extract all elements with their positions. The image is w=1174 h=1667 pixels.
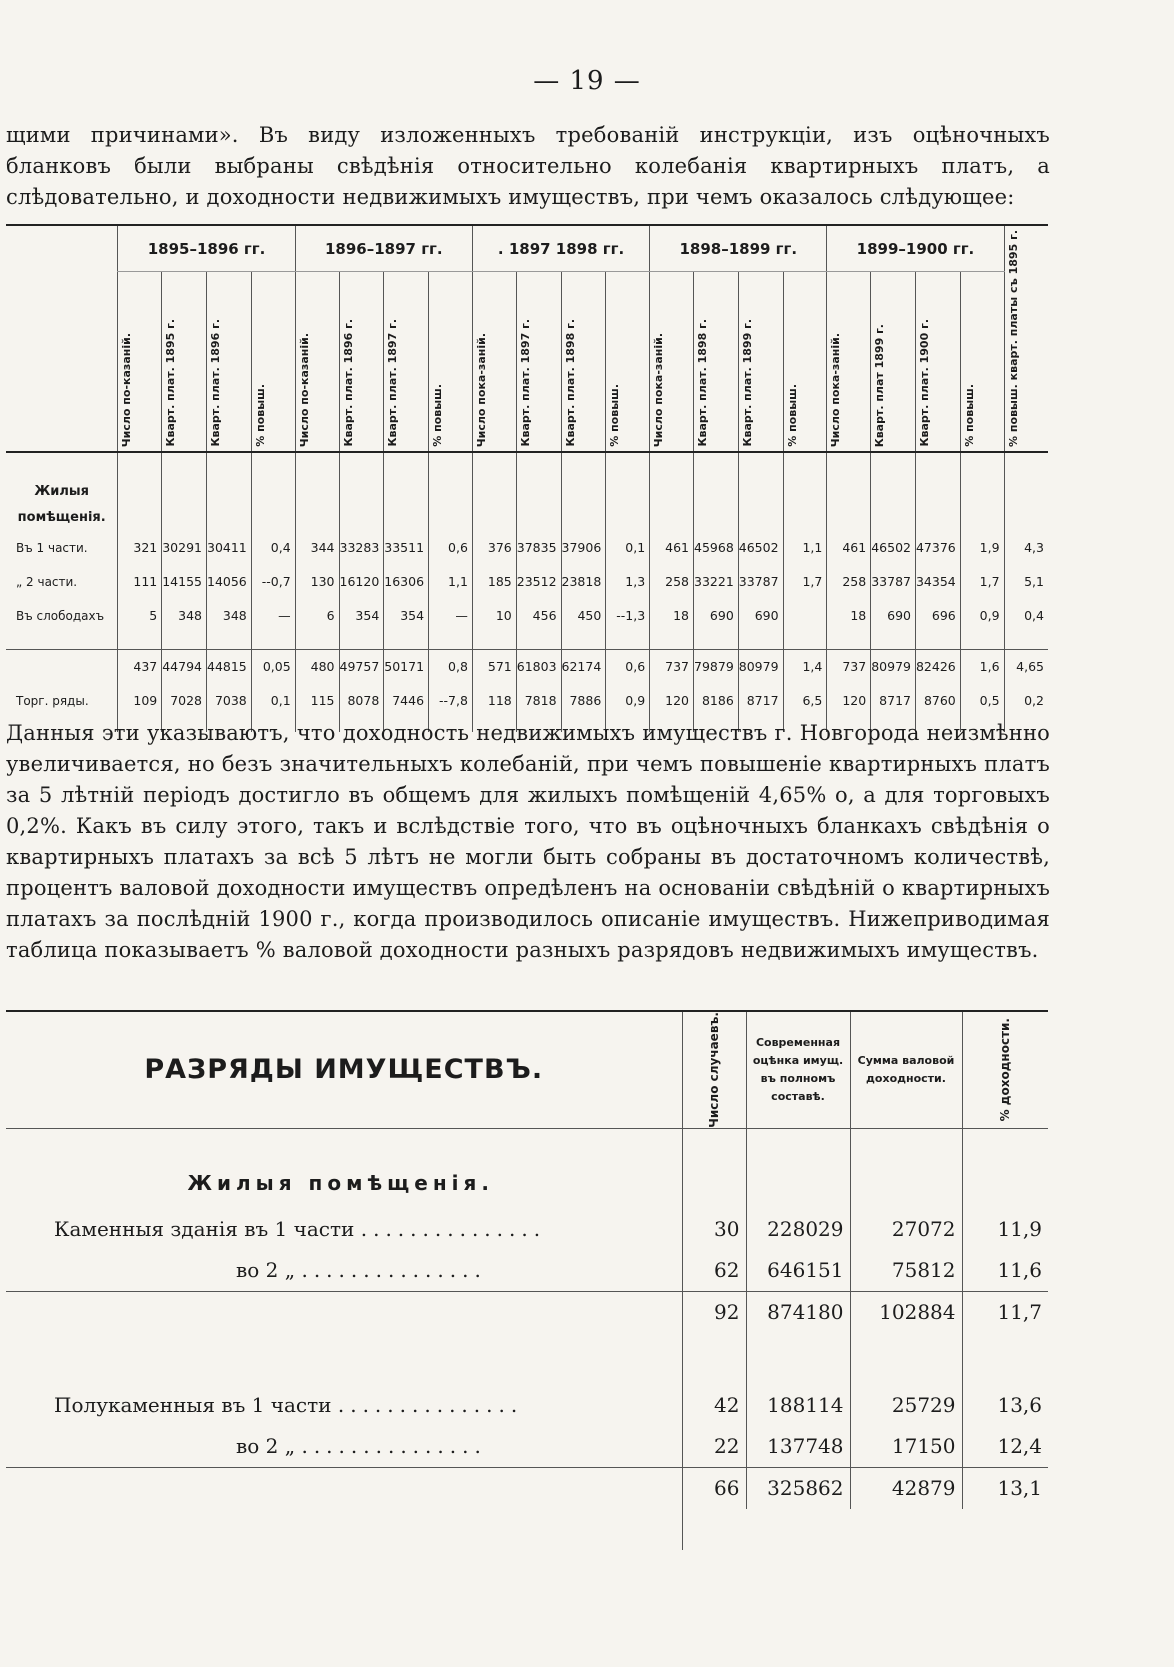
cell: 23818 <box>561 565 606 599</box>
cell: 1,4 <box>783 649 827 684</box>
cell: 354 <box>339 599 384 633</box>
cell: 79879 <box>694 649 739 684</box>
cell: 348 <box>162 599 207 633</box>
cell: 118 <box>472 684 516 718</box>
table-row <box>6 565 1048 599</box>
cases-cell: 92 <box>682 1291 746 1333</box>
cell: 1,6 <box>960 649 1004 684</box>
pct-cell: 13,6 <box>962 1385 1048 1426</box>
subcol-header: % повыш. <box>783 272 827 452</box>
intro-paragraph: щими причинами». Въ виду изложенныхъ требованій инструкціи, изъ оцѣночныхъ бланковъ были выбраны свѣдѣнія относительно колебанія квартирныхъ платъ, а слѣдовательно, и доходности недвижимыхъ имуществъ, при чемъ оказалось слѣдующее: <box>6 123 1050 209</box>
cell: 50171 <box>384 649 429 684</box>
income-cell: 27072 <box>850 1209 962 1250</box>
cell: 8186 <box>694 684 739 718</box>
cell: --0,7 <box>251 565 295 599</box>
cell: 45968 <box>694 531 739 565</box>
cell: 10 <box>472 599 516 633</box>
total-row <box>6 649 1048 684</box>
cell: 33511 <box>384 531 429 565</box>
cell: 321 <box>118 531 162 565</box>
cell: 7038 <box>207 684 252 718</box>
cell: 46502 <box>738 531 783 565</box>
subcol-header: Кварт. плат. 1898 г. <box>561 272 606 452</box>
cell: 62174 <box>561 649 606 684</box>
cell <box>783 599 827 633</box>
cell: 0,9 <box>606 684 650 718</box>
subcol-header: Число пока-заній. <box>650 272 694 452</box>
cell: 456 <box>516 599 561 633</box>
col-income-header: Сумма валовой доходности. <box>850 1011 962 1128</box>
row-label: Въ 1 части. <box>16 540 88 555</box>
cell: 80979 <box>738 649 783 684</box>
analysis-paragraph: Данныя эти указываютъ, что доходность недвижимыхъ имуществъ г. Новгорода неизмѣнно увеличивается, но безъ значительныхъ колебаній, при чемъ повышеніе квартирныхъ платъ за 5 лѣтній періодъ достигло въ общемъ для жилыхъ помѣщеній 4,65% о, а для торговыхъ 0,2%. Какъ въ силу этого, такъ и вслѣдствіе того, что въ оцѣночныхъ бланкахъ свѣдѣнія о квартирныхъ платахъ за всѣ 5 лѣтъ не могли быть собраны въ достаточномъ количествѣ, процентъ валовой доходности имуществъ опредѣленъ на основаніи свѣдѣній о квартирныхъ платахъ за послѣдній 1900 г., когда производилось описаніе имуществъ. Нижеприводимая таблица показываетъ % валовой доходности разныхъ разрядовъ недвижимыхъ имуществъ. <box>6 721 1050 962</box>
value-cell: 325862 <box>746 1467 850 1509</box>
table-row <box>6 531 1048 565</box>
income-by-category-table <box>6 1010 1048 1550</box>
cases-cell: 62 <box>682 1250 746 1292</box>
cell: 33787 <box>871 565 916 599</box>
cell: 696 <box>915 599 960 633</box>
cell: 4,3 <box>1004 531 1048 565</box>
period-header-0: 1895–1896 гг. <box>118 225 295 272</box>
row-label <box>6 1291 682 1333</box>
cell: 185 <box>472 565 516 599</box>
subcol-header: Кварт. плат. 1895 г. <box>162 272 207 452</box>
cell: 376 <box>472 531 516 565</box>
period-header-4: 1899–1900 гг. <box>827 225 1004 272</box>
cell: 49757 <box>339 649 384 684</box>
cell: 18 <box>650 599 694 633</box>
cell: 47376 <box>915 531 960 565</box>
cases-cell: 66 <box>682 1467 746 1509</box>
cell: 6 <box>295 599 339 633</box>
income-cell: 102884 <box>850 1291 962 1333</box>
col-pct-header: % доходности. <box>962 1011 1048 1128</box>
cases-cell: 30 <box>682 1209 746 1250</box>
subcol-header: Кварт. плат. 1896 г. <box>207 272 252 452</box>
cell: 7886 <box>561 684 606 718</box>
subcol-header: Кварт. плат 1899 г. <box>871 272 916 452</box>
row-label: Полукаменныя въ 1 части ............... <box>54 1393 524 1418</box>
cell: 354 <box>384 599 429 633</box>
cell: 0,9 <box>960 599 1004 633</box>
cell: 461 <box>650 531 694 565</box>
table-row <box>6 1426 1048 1468</box>
income-cell: 17150 <box>850 1426 962 1468</box>
pct-cell: 13,1 <box>962 1467 1048 1509</box>
cell: 130 <box>295 565 339 599</box>
col-value-header: Современная оцѣнка имущ. въ полномъ составѣ. <box>746 1011 850 1128</box>
trade-row <box>6 684 1048 718</box>
row-label: Каменныя зданія въ 1 части ............... <box>54 1217 547 1242</box>
pct-cell: 12,4 <box>962 1426 1048 1468</box>
subcol-header: % повыш. <box>251 272 295 452</box>
cell: 14056 <box>207 565 252 599</box>
cell: 37906 <box>561 531 606 565</box>
cell: 18 <box>827 599 871 633</box>
section-label: Жилыя помѣщенія. <box>17 483 106 525</box>
cases-cell: 42 <box>682 1385 746 1426</box>
cell: 109 <box>118 684 162 718</box>
page-number: — 19 — <box>533 66 641 96</box>
cell: 37835 <box>516 531 561 565</box>
cell: 111 <box>118 565 162 599</box>
row-label-header <box>6 225 118 452</box>
cell: 571 <box>472 649 516 684</box>
subcol-header: Число пока-заній. <box>472 272 516 452</box>
cell: 690 <box>871 599 916 633</box>
table-row <box>6 1250 1048 1292</box>
subcol-header: Кварт. плат. 1897 г. <box>516 272 561 452</box>
row-label <box>6 1467 682 1509</box>
cell: 44794 <box>162 649 207 684</box>
value-cell: 137748 <box>746 1426 850 1468</box>
cell: 0,1 <box>606 531 650 565</box>
pct-cell: 11,7 <box>962 1291 1048 1333</box>
cell: 0,5 <box>960 684 1004 718</box>
cell: 16306 <box>384 565 429 599</box>
cell: 8717 <box>871 684 916 718</box>
cell: 5,1 <box>1004 565 1048 599</box>
value-cell: 646151 <box>746 1250 850 1292</box>
row-label: во 2 „ ............... <box>236 1434 487 1459</box>
cell: 8717 <box>738 684 783 718</box>
period-header-3: 1898–1899 гг. <box>650 225 827 272</box>
cell: 0,05 <box>251 649 295 684</box>
cell: 30291 <box>162 531 207 565</box>
value-cell: 228029 <box>746 1209 850 1250</box>
cell: 1,1 <box>783 531 827 565</box>
col-cases-header: Число случаевъ. <box>682 1011 746 1128</box>
income-cell: 25729 <box>850 1385 962 1426</box>
income-cell: 42879 <box>850 1467 962 1509</box>
cell: 120 <box>650 684 694 718</box>
table-row <box>6 1385 1048 1426</box>
subcol-header: Кварт. плат. 1899 г. <box>738 272 783 452</box>
cell: — <box>251 599 295 633</box>
cell: 258 <box>650 565 694 599</box>
pct-cell: 11,6 <box>962 1250 1048 1292</box>
subcol-header: % повыш. <box>429 272 473 452</box>
cell: 4,65 <box>1004 649 1048 684</box>
subcol-header: % повыш. <box>606 272 650 452</box>
cell: 61803 <box>516 649 561 684</box>
cell: 0,6 <box>606 649 650 684</box>
subcol-header: Кварт. плат. 1900 г. <box>915 272 960 452</box>
row-label: во 2 „ ............... <box>236 1258 487 1283</box>
period-header-1: 1896–1897 гг. <box>295 225 472 272</box>
cell: 258 <box>827 565 871 599</box>
table2-title: РАЗРЯДЫ ИМУЩЕСТВЪ. <box>6 1011 682 1128</box>
cell: 44815 <box>207 649 252 684</box>
cell: 46502 <box>871 531 916 565</box>
cell: 33787 <box>738 565 783 599</box>
cell: 1,9 <box>960 531 1004 565</box>
cell: 7028 <box>162 684 207 718</box>
row-label: Торг. ряды. <box>16 693 89 708</box>
cell: 8078 <box>339 684 384 718</box>
pct-cell: 11,9 <box>962 1209 1048 1250</box>
subtotal-row <box>6 1291 1048 1333</box>
cell: 16120 <box>339 565 384 599</box>
cell: 14155 <box>162 565 207 599</box>
cell: 348 <box>207 599 252 633</box>
cell: --7,8 <box>429 684 473 718</box>
subcol-header: Число по-казаній. <box>295 272 339 452</box>
cell: 690 <box>738 599 783 633</box>
table-row <box>6 1209 1048 1250</box>
cell: 6,5 <box>783 684 827 718</box>
cell: 5 <box>118 599 162 633</box>
cases-cell: 22 <box>682 1426 746 1468</box>
cell: 120 <box>827 684 871 718</box>
subcol-header: Число пока-заній. <box>827 272 871 452</box>
cell: 7446 <box>384 684 429 718</box>
cell: 690 <box>694 599 739 633</box>
cell: 23512 <box>516 565 561 599</box>
cell: 0,6 <box>429 531 473 565</box>
period-header-2: . 1897 1898 гг. <box>472 225 649 272</box>
cell: 0,8 <box>429 649 473 684</box>
total-increase-header: % повыш. кварт. платы съ 1895 г. <box>1004 225 1048 452</box>
cell: 0,4 <box>251 531 295 565</box>
subcol-header: Кварт. плат. 1897 г. <box>384 272 429 452</box>
cell: 30411 <box>207 531 252 565</box>
cell: 7818 <box>516 684 561 718</box>
cell: 1,1 <box>429 565 473 599</box>
subcol-header: Кварт. плат. 1896 г. <box>339 272 384 452</box>
row-label: Въ слободахъ <box>16 608 105 623</box>
cell: 344 <box>295 531 339 565</box>
cell: 1,3 <box>606 565 650 599</box>
cell: 0,1 <box>251 684 295 718</box>
cell: 8760 <box>915 684 960 718</box>
cell: 450 <box>561 599 606 633</box>
income-cell: 75812 <box>850 1250 962 1292</box>
row-label: „ 2 части. <box>16 574 78 589</box>
cell: 82426 <box>915 649 960 684</box>
cell: 1,7 <box>783 565 827 599</box>
cell: 737 <box>827 649 871 684</box>
cell: 80979 <box>871 649 916 684</box>
subcol-header: Кварт. плат. 1898 г. <box>694 272 739 452</box>
cell: 115 <box>295 684 339 718</box>
row-label <box>6 649 118 684</box>
cell: 737 <box>650 649 694 684</box>
cell: 0,4 <box>1004 599 1048 633</box>
value-cell: 874180 <box>746 1291 850 1333</box>
cell: — <box>429 599 473 633</box>
value-cell: 188114 <box>746 1385 850 1426</box>
cell: --1,3 <box>606 599 650 633</box>
cell: 480 <box>295 649 339 684</box>
subcol-header: % повыш. <box>960 272 1004 452</box>
subtotal-row <box>6 1467 1048 1509</box>
table2-section: Жилыя помѣщенія. <box>187 1170 494 1195</box>
table-row <box>6 599 1048 633</box>
cell: 33283 <box>339 531 384 565</box>
subcol-header: Число по-казаній. <box>118 272 162 452</box>
cell: 437 <box>118 649 162 684</box>
cell: 461 <box>827 531 871 565</box>
cell: 34354 <box>915 565 960 599</box>
cell: 33221 <box>694 565 739 599</box>
rent-fluctuation-table <box>6 224 1048 732</box>
cell: 0,2 <box>1004 684 1048 718</box>
cell: 1,7 <box>960 565 1004 599</box>
